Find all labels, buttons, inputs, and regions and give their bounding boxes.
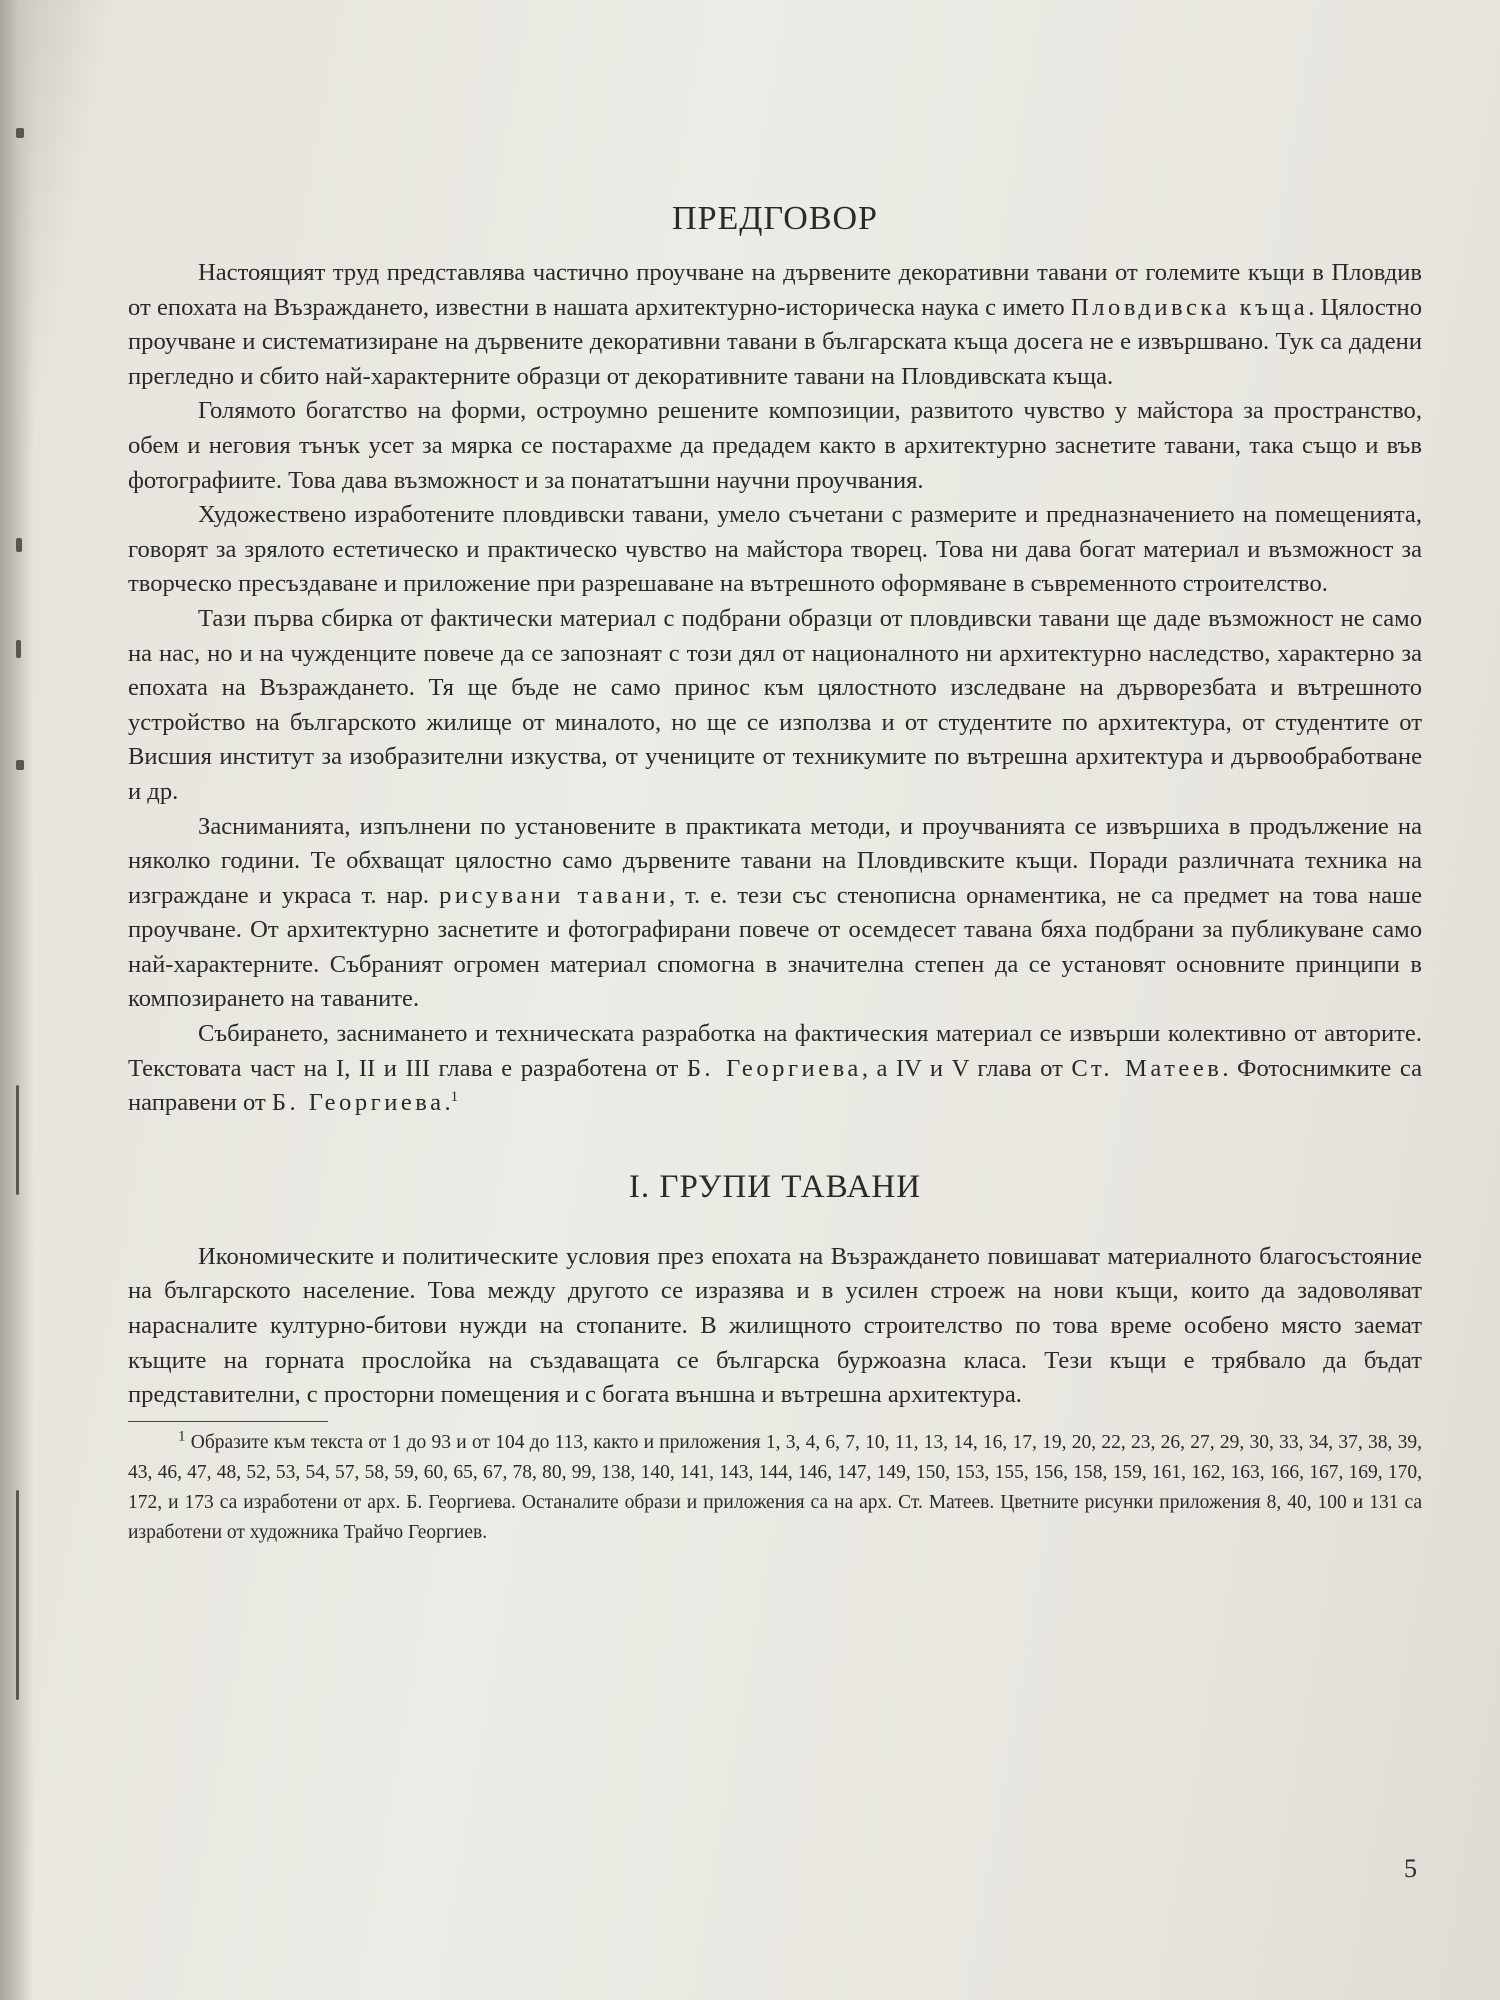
section-title: I. ГРУПИ ТАВАНИ — [628, 1168, 922, 1205]
footnote-marker: 1 — [178, 1428, 186, 1445]
text-run: Събирането, заснимането и техническата разработка на фактическия материал се извърши колективно от авторите. Текстовата част на I, II и III глава е разработена от — [128, 1020, 1422, 1082]
section-paragraph-1: Икономическите и политическите условия през епохата на Възраждането повишават материалното благосъстояние на българското население. Това между другото се изразява и в усилен строеж на нови къщи, които да задоволяват нарасналите културно-битови нужди на стопаните. В жилищното строителство по това време особено място заемат къщите на горната прослойка на създаващата се българска буржоазна класа. Тези къщи е трябвало да бъдат представителни, с просторни помещения и с богата външна и вътрешна архитектура. — [128, 1242, 1422, 1409]
preface-paragraph-5 — [128, 810, 1422, 1018]
author-name: Б. Георгиева — [686, 1054, 862, 1082]
text-run: . Фотоснимките са направени от — [128, 1054, 1422, 1117]
text-run: Настоящият труд представлява частично проучване на дървените декоративни тавани от големите къщи в Пловдив от епохата на Възраждането, известни в нашата архитектурно-историческа наука с името — [128, 259, 1422, 321]
text-run: , т. е. тези със стенописна орнаментика, не са предмет на това наше проучване. От архитектурно заснетите и фотографирани повече от осемдесет тавана бяха подбрани за публикуване само най-характерните. Събраният огромен материал спомогна в значителна степен да се установят основните принципи в композирането на таваните. — [128, 881, 1422, 1013]
footnote-reference: 1 — [450, 1089, 459, 1106]
preface-paragraph-3: Художествено изработените пловдивски тавани, умело съчетани с размерите и предназначението на помещенията, говорят за зрялото естетическо и практическо чувство на майстора творец. Това ни дава богат материал и възможност за творческо пресъздаване и приложение при разрешаване на вътрешното оформяване в съвременното строителство. — [128, 501, 1422, 598]
preface-title: ПРЕДГОВОР — [672, 200, 878, 237]
binding-shadow — [0, 0, 34, 2000]
margin-mark — [16, 128, 24, 138]
text-run: , а IV и V глава от — [861, 1054, 1072, 1082]
spaced-term: Пловдивска къща — [1071, 293, 1309, 321]
margin-mark — [16, 1085, 19, 1195]
text-run: . — [444, 1089, 451, 1117]
spaced-term: рисувани тавани — [439, 881, 669, 909]
preface-paragraph-1 — [128, 256, 1422, 394]
footnote-divider — [128, 1421, 328, 1422]
preface-paragraph-4: Тази първа сбирка от фактически материал с подбрани образци от пловдивски тавани ще даде възможност не само на нас, но и на чужденците повече да се запознаят с този дял от националното ни архитектурно наследство, характерно за епохата на Възраждането. Тя ще бъде не само принос към цялостното изследване на дърворезбата и вътрешното устройство на българското жилище от миналото, но ще се използва и от студентите по архитектура, от студентите от Висшия институт за изобразителни изкуства, от учениците от техникумите по вътрешна архитектура и дървообработване и др. — [128, 604, 1422, 805]
footnote — [128, 1428, 1422, 1548]
margin-mark — [16, 760, 24, 770]
margin-mark — [16, 1490, 19, 1700]
preface-paragraph-6 — [128, 1017, 1422, 1121]
text-run: Засниманията, изпълнени по установените в практиката методи, и проучванията се извършиха в продължение на няколко години. Те обхващат цялостно само дървените тавани на Пловдивските къщи. Поради различната техника на изграждане и украса т. нар. — [128, 812, 1422, 909]
author-name: Б. Георгиева — [271, 1089, 445, 1117]
margin-mark — [16, 640, 21, 658]
author-name: Ст. Матеев — [1071, 1054, 1223, 1082]
text-run: . Цялостно проучване и систематизиране на дървените декоративни тавани в българската къща досега не е извършвано. Тук са дадени прегледно и сбито най-характерните образци от декоративните тавани на Пловдивската къща. — [128, 293, 1422, 390]
preface-paragraph-2: Голямото богатство на форми, остроумно решените композиции, развитото чувство у майстора за пространство, обем и неговия тънък усет за мярка се постарахме да предадем както в архитектурно заснетите тавани, така също и във фотографиите. Това дава възможност и за понататъшни научни проучвания. — [128, 397, 1422, 494]
margin-mark — [16, 538, 22, 552]
page-text — [128, 200, 1422, 1548]
page-number: 5 — [1404, 1854, 1417, 1883]
footnote-text: Образите към текста от 1 до 93 и от 104 до 113, както и приложения 1, 3, 4, 6, 7, 10, 11, 13, 14, 16, 17, 19, 20, 22, 23, 26, 27, 29, 30, 33, 34, 37, 38, 39, 43, 46, 47, 48, 52, 53, 54, 57, 58, 59, 60, 65, 67, 78, 80, 99, 138, 140, 141, 143, 144, 146, 147, 149, 150, 153, 155, 156, 158, 159, 161, 162, 163, 166, 167, 169, 170, 172, и 173 са изработени от арх. Б. Георгиева. Останалите образи и приложения са на арх. Ст. Матеев. Цветните рисунки приложения 8, 40, 100 и 131 са изработени от художника Трайчо Георгиев. — [128, 1431, 1422, 1543]
